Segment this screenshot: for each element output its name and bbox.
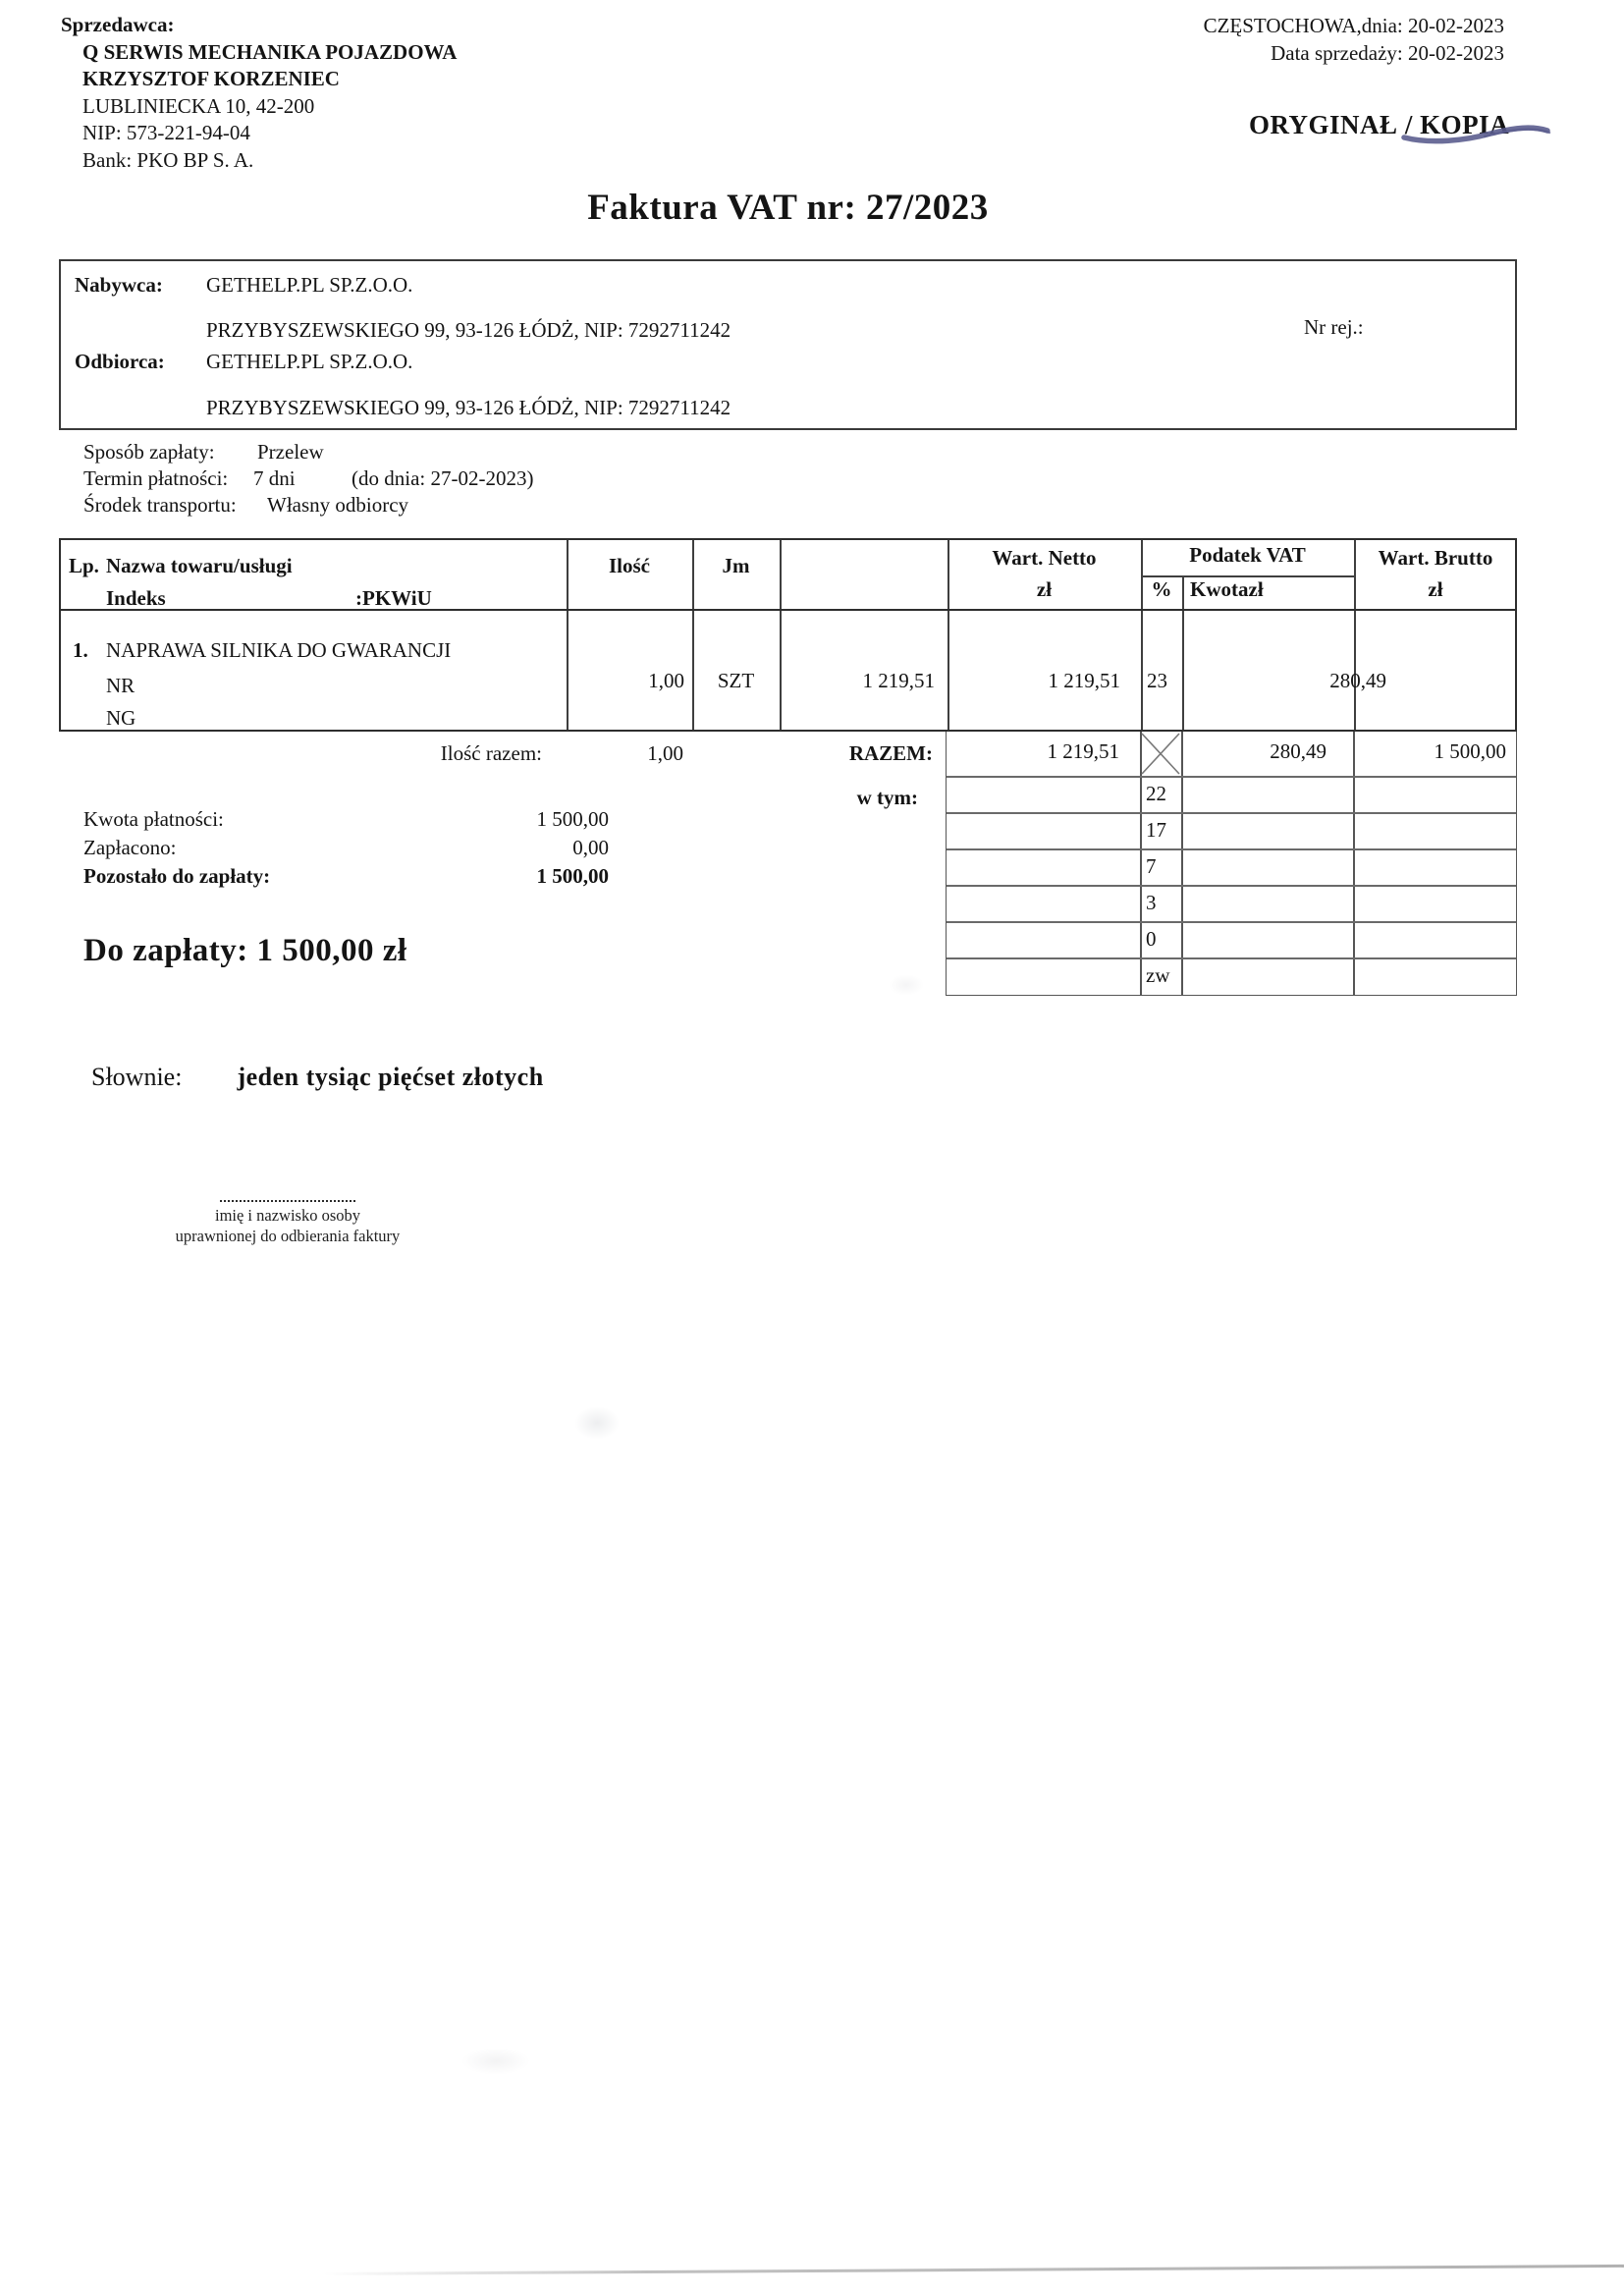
amount-due-total: Do zapłaty: 1 500,00 zł: [83, 933, 407, 968]
scan-smudge: [574, 1406, 620, 1440]
payment-amount-label: Kwota płatności:: [83, 807, 224, 831]
payment-amount-value: 1 500,00: [536, 807, 609, 831]
grid-line: [947, 957, 1516, 959]
item-unit: SZT: [717, 669, 755, 692]
receiver-name: GETHELP.PL SP.Z.O.O.: [206, 350, 413, 373]
item-qty: 1,00: [648, 669, 684, 692]
total-netto: 1 219,51: [1047, 739, 1119, 763]
signature-caption-line2: uprawnionej do odbierania faktury: [175, 1227, 401, 1245]
vat-rate-7: 7: [1146, 854, 1157, 878]
transport-value: Własny odbiorcy: [267, 493, 409, 517]
grid-line: [947, 885, 1516, 887]
grid-line: [1353, 732, 1355, 995]
sale-date: Data sprzedaży: 20-02-2023: [1271, 41, 1504, 65]
vat-rate-22: 22: [1146, 782, 1166, 805]
amount-in-words: [91, 1063, 544, 1092]
vat-rate-17: 17: [1146, 818, 1166, 842]
payment-due-date: (do dnia: 27-02-2023): [352, 466, 534, 490]
payment-term-value: 7 dni: [253, 466, 296, 490]
vat-rate-0: 0: [1146, 927, 1157, 951]
razem-label: RAZEM:: [848, 741, 933, 765]
seller-bank: Bank: PKO BP S. A.: [82, 147, 254, 172]
grid-line: [947, 921, 1516, 923]
total-brutto: 1 500,00: [1434, 739, 1506, 763]
seller-address: LUBLINIECKA 10, 42-200: [82, 93, 315, 118]
buyer-label: Nabywca:: [75, 273, 163, 297]
item-name-line3: NG: [106, 706, 136, 730]
buyer-name: GETHELP.PL SP.Z.O.O.: [206, 273, 413, 297]
signature-dotted-line: [220, 1200, 355, 1202]
payment-term-label: Termin płatności:: [83, 466, 229, 490]
seller-label: Sprzedawca:: [61, 13, 175, 36]
seller-name-1: Q SERWIS MECHANIKA POJAZDOWA: [82, 39, 458, 64]
payment-method-value: Przelew: [257, 440, 324, 464]
qty-total-value: 1,00: [647, 741, 683, 765]
receiver-label: Odbiorca:: [75, 350, 165, 373]
col-header-name: Nazwa towaru/usługi: [106, 554, 293, 577]
grid-line: [947, 848, 1516, 850]
item-name: NAPRAWA SILNIKA DO GWARANCJI: [106, 638, 452, 662]
grid-line: [947, 812, 1516, 814]
grid-line: [947, 776, 1516, 778]
item-value-netto: 1 219,51: [1048, 669, 1120, 692]
payment-method-label: Sposób zapłaty:: [83, 440, 215, 464]
registration-number-label: Nr rej.:: [1304, 315, 1364, 339]
original-label: ORYGINAŁ /: [1249, 110, 1421, 139]
item-name-line2: NR: [106, 674, 135, 697]
transport-label: Środek transportu:: [83, 493, 237, 517]
signature-block: [155, 1200, 420, 1246]
col-header-index: Indeks: [106, 586, 166, 610]
seller-block: [61, 12, 457, 174]
item-price-netto: 1 219,51: [862, 669, 935, 692]
receiver-address: PRZYBYSZEWSKIEGO 99, 93-126 ŁÓDŻ, NIP: 7292711242: [206, 396, 731, 419]
remaining-label: Pozostało do zapłaty:: [83, 864, 271, 888]
col-header-pkwiu: :PKWiU: [355, 586, 432, 610]
words-value: jeden tysiąc pięćset złotych: [237, 1063, 544, 1091]
remaining-value: 1 500,00: [536, 864, 609, 888]
col-header-lp: Lp.: [69, 554, 99, 577]
crossed-cell-icon: [1140, 732, 1181, 776]
pen-strikethrough: [1382, 114, 1559, 157]
total-vat-amount: 280,49: [1270, 739, 1326, 763]
header-separator: [61, 609, 1515, 611]
col-header-vat: Podatek VAT: [1189, 543, 1306, 567]
vat-rate-zw: zw: [1146, 963, 1170, 987]
scan-smudge: [461, 2048, 530, 2075]
scan-line-artifact: [324, 2265, 1624, 2275]
col-header-brutto: Wart. Brutto: [1378, 546, 1493, 570]
col-header-vat-pct: %: [1151, 577, 1172, 601]
col-header-brutto-unit: zł: [1428, 577, 1443, 601]
col-header-unit: Jm: [722, 554, 750, 577]
words-label: Słownie:: [91, 1063, 183, 1091]
dates-block: [1021, 12, 1504, 67]
wtym-label: w tym:: [856, 786, 918, 809]
kopia-label: KOPIA: [1420, 110, 1510, 139]
grid-line: [1141, 540, 1143, 730]
scan-smudge: [889, 974, 924, 996]
grid-line: [1182, 575, 1184, 730]
grid-line: [780, 540, 782, 730]
item-vat-amount: 280,49: [1329, 669, 1386, 692]
paid-label: Zapłacono:: [83, 836, 177, 859]
item-vat-pct: 23: [1147, 669, 1167, 692]
issue-place-date: CZĘSTOCHOWA,dnia: 20-02-2023: [1203, 14, 1504, 37]
col-header-netto: Wart. Netto: [992, 546, 1097, 570]
col-header-netto-unit: zł: [1036, 577, 1053, 601]
vat-summary-table: [946, 732, 1517, 996]
vat-rate-3: 3: [1146, 891, 1157, 914]
signature-caption-line1: imię i nazwisko osoby: [214, 1206, 361, 1225]
seller-nip: NIP: 573-221-94-04: [82, 121, 250, 144]
paid-value: 0,00: [572, 836, 609, 859]
qty-total-label: Ilość razem:: [440, 741, 542, 765]
items-table: [59, 538, 1517, 732]
col-header-vat-amount: Kwotazł: [1190, 577, 1264, 601]
parties-box: [59, 259, 1517, 430]
seller-name-2: KRZYSZTOF KORZENIEC: [82, 67, 340, 90]
invoice-title: Faktura VAT nr: 27/2023: [587, 188, 989, 228]
buyer-address: PRZYBYSZEWSKIEGO 99, 93-126 ŁÓDŻ, NIP: 7292711242: [206, 318, 731, 342]
col-header-qty: Ilość: [609, 554, 650, 577]
item-lp: 1.: [73, 638, 88, 662]
grid-line: [1181, 732, 1183, 995]
